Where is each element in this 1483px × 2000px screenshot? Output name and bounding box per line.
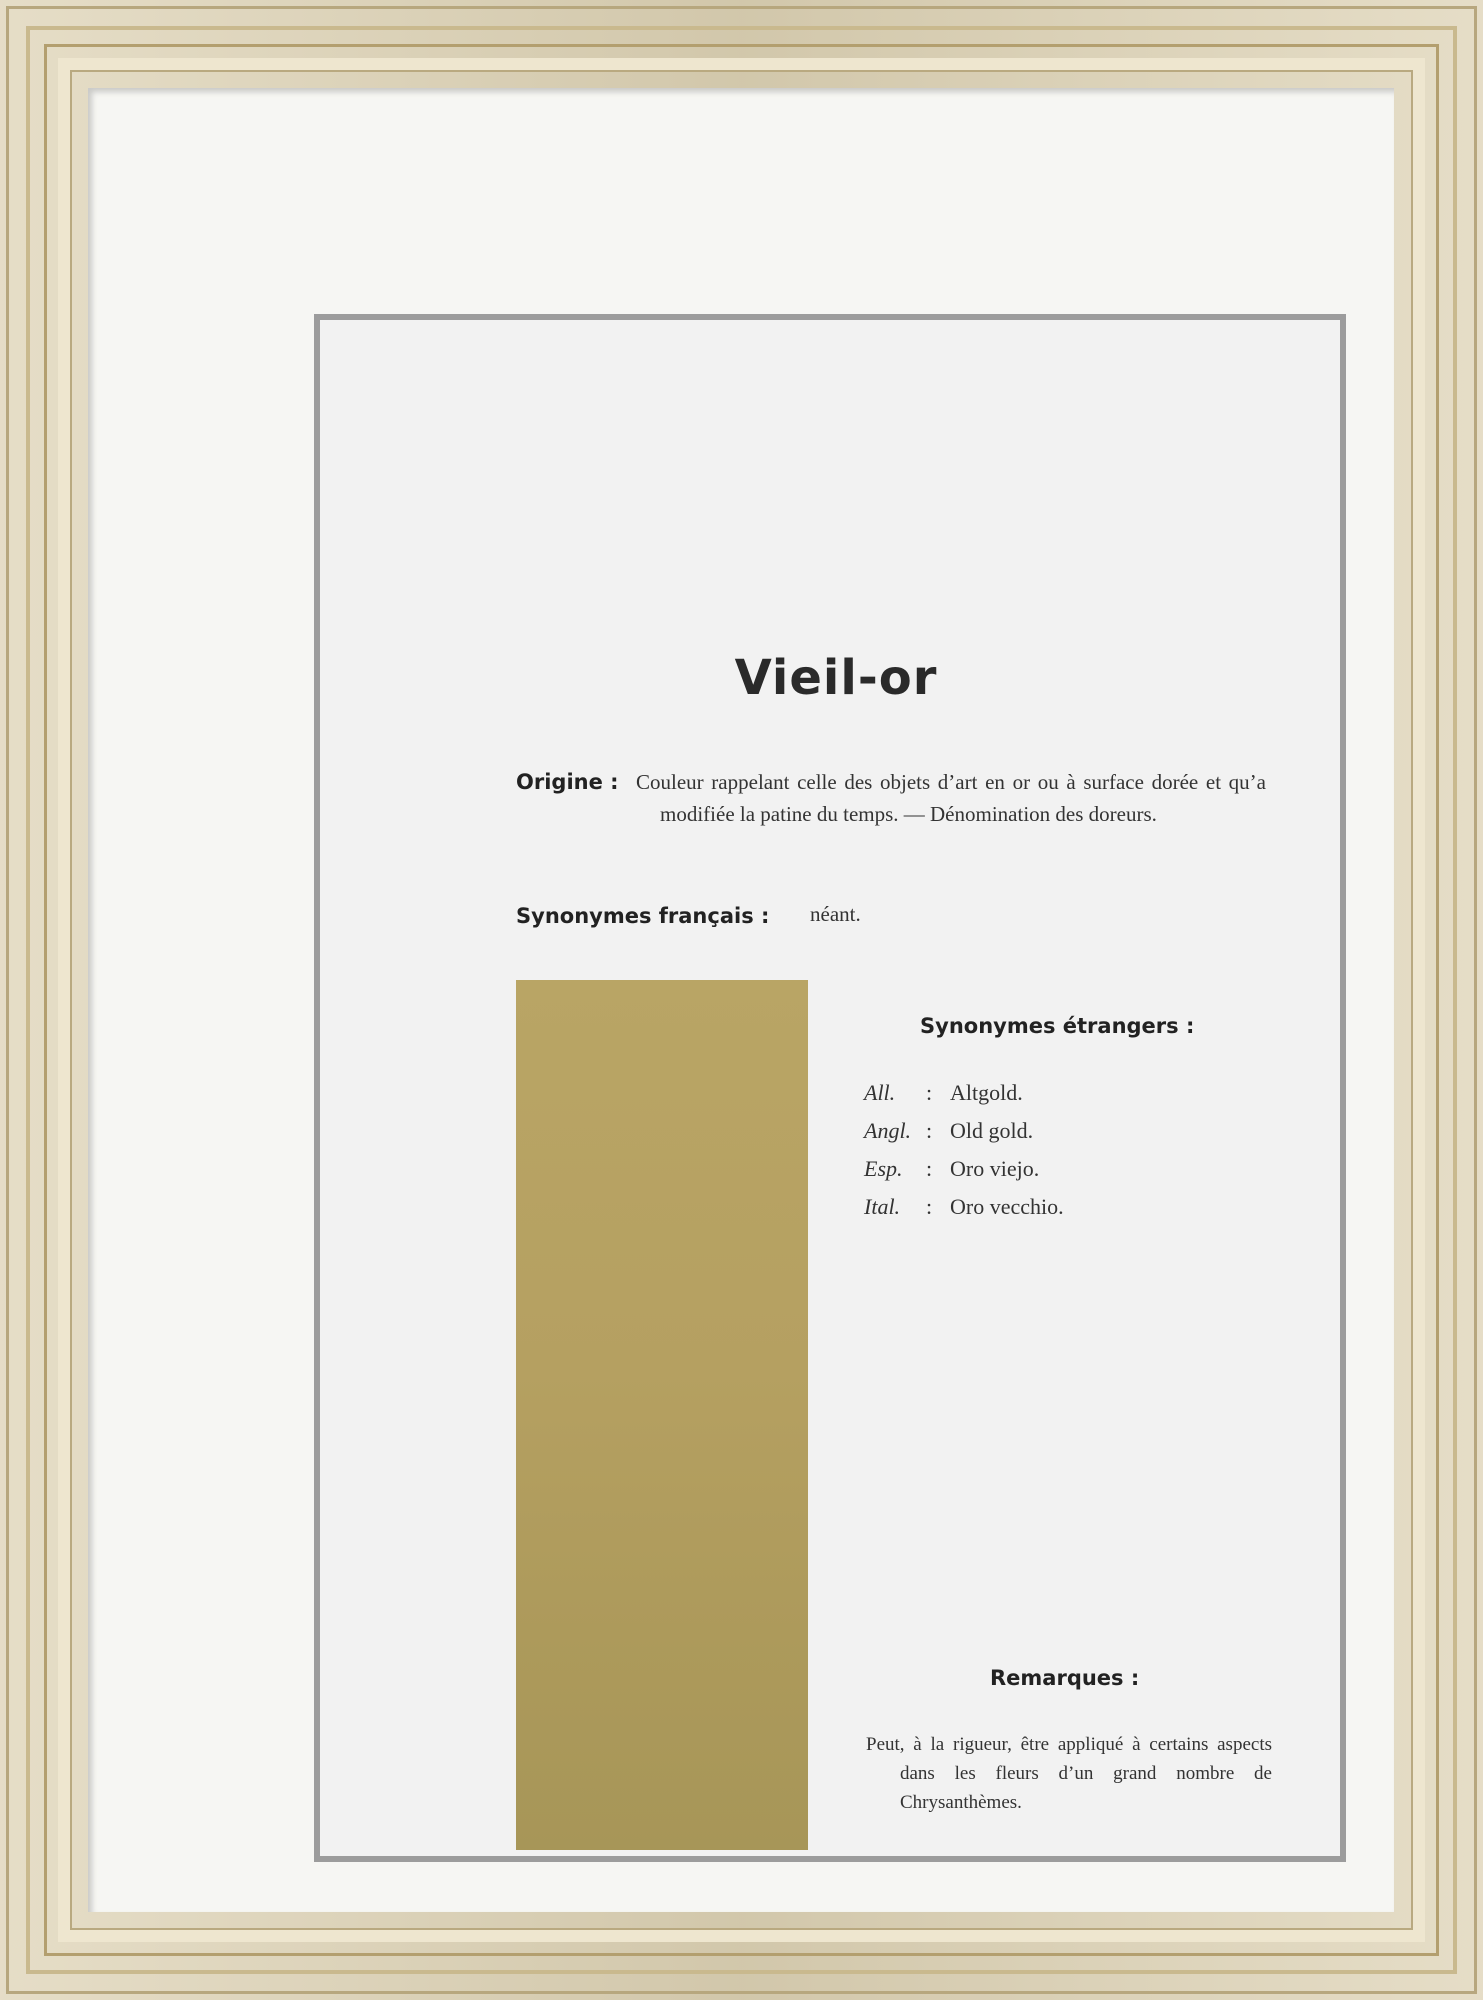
origine-label: Origine : xyxy=(516,770,619,794)
synonym-colon: : xyxy=(926,1156,933,1181)
synonym-language: All. xyxy=(864,1080,896,1105)
synonym-word: Old gold. xyxy=(950,1118,1034,1143)
synonymes-francais-value: néant. xyxy=(810,902,861,926)
synonym-language: Angl. xyxy=(864,1118,912,1143)
synonym-colon: : xyxy=(926,1080,933,1105)
synonym-word: Oro viejo. xyxy=(950,1156,1040,1181)
remarques-text: Peut, à la rigueur, être appliqué à certains aspects dans les fleurs d’un grand nombre de Chrysanthèmes. xyxy=(866,1734,1272,1813)
color-swatch xyxy=(516,980,808,1850)
remarques-label: Remarques : xyxy=(990,1666,1140,1690)
mat-board xyxy=(88,88,1394,1912)
origine-text: Couleur rappelant celle des objets d’art en or ou à surface dorée et qu’a modifiée la patine du temps. — Dénomination des doreurs. xyxy=(636,770,1266,826)
synonymes-etrangers-label: Synonymes étrangers : xyxy=(920,1014,1195,1038)
synonym-language: Ital. xyxy=(864,1194,901,1219)
color-plate xyxy=(314,314,1346,1862)
synonym-colon: : xyxy=(926,1194,933,1219)
plate-title: Vieil-or xyxy=(734,650,938,706)
synonym-word: Oro vecchio. xyxy=(950,1194,1064,1219)
synonym-word: Altgold. xyxy=(950,1080,1023,1105)
synonymes-francais-label: Synonymes français : xyxy=(516,904,770,928)
synonym-colon: : xyxy=(926,1118,933,1143)
synonym-language: Esp. xyxy=(864,1156,903,1181)
